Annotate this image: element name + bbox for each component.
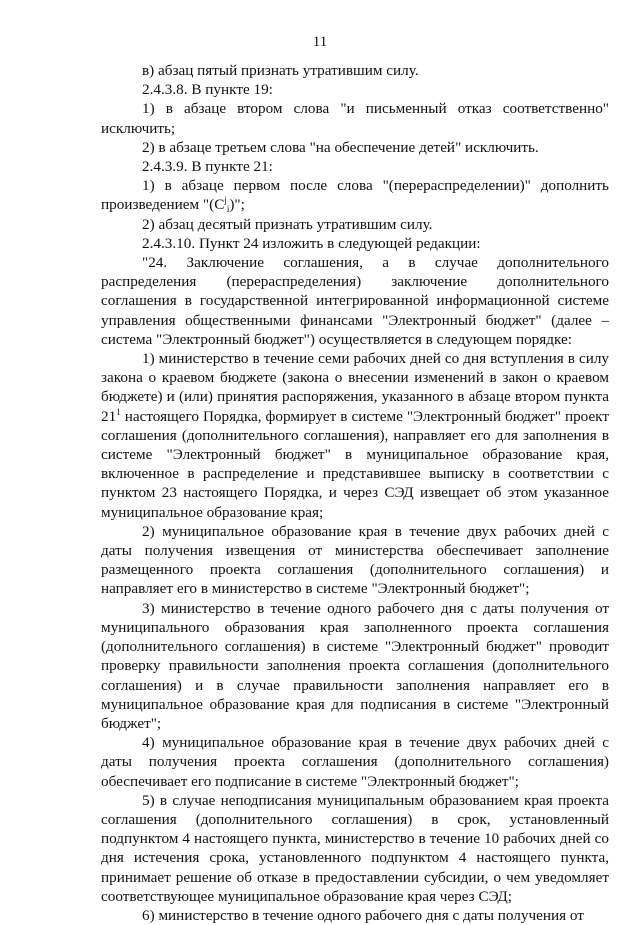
paragraph: 2.4.3.9. В пункте 21: xyxy=(142,158,273,176)
paragraph xyxy=(101,349,609,522)
paragraph: 4) муниципальное образование края в течение двух рабочих дней с даты получения проекта соглашения (дополнительного соглашения) обеспечивает его подписание в системе "Электронный бюджет"; xyxy=(101,734,609,790)
paragraph: 1) в абзаце втором слова "и письменный отказ соответственно" исключить; xyxy=(101,100,609,137)
text-run: настоящего Порядка, формирует в системе "Электронный бюджет" проект соглашения (дополнительного соглашения), направляет его для заполнения в системе "Электронный бюджет" в муниципальное образование края, включенное в распределение и представившее выписку в соответствии с пунктом 23 настоящего Порядка, и через СЭД извещает об этом указанное муниципальное образование края; xyxy=(101,407,609,521)
paragraph: 2.4.3.10. Пункт 24 изложить в следующей редакции: xyxy=(142,234,481,252)
paragraph: 2) в абзаце третьем слова "на обеспечение детей" исключить. xyxy=(142,138,539,156)
paragraph: "24. Заключение соглашения, а в случае дополнительного распределения (перераспределения) заключение дополнительного соглашения в государственной интегрированной информационной системе управления общественными финансами "Электронный бюджет" (далее – система "Электронный бюджет") осуществляется в следующем порядке: xyxy=(101,254,609,348)
document-body xyxy=(101,61,609,925)
paragraph: 3) министерство в течение одного рабочего дня с даты получения от муниципального образования края заполненного проекта соглашения (дополнительного соглашения) в системе "Электронный бюджет" проводит проверку правильности заполнения проекта соглашения (дополнительного соглашения) и в случае правильности заполнения направляет его в муниципальное образование края для подписания в системе "Электронный бюджет"; xyxy=(101,599,609,732)
superscript: 1 xyxy=(116,406,121,417)
superscript: j xyxy=(224,195,227,206)
text-run: )"; xyxy=(229,196,245,214)
text-run: 1) министерство в течение семи рабочих дней со дня вступления в силу закона о краевом бюджете (закона о внесении изменений в закон о краевом бюджете) и (или) принятия распоряжения, указанного в абзаце втором пункта 21 xyxy=(101,350,609,425)
subscript: i xyxy=(226,204,230,215)
paragraph xyxy=(101,176,609,214)
paragraph: 2) муниципальное образование края в течение двух рабочих дней с даты получения извещения от министерства обеспечивает заполнение размещенного проекта соглашения (дополнительного соглашения) и направляет его в министерство в системе "Электронный бюджет"; xyxy=(101,522,609,598)
paragraph: 2.4.3.8. В пункте 19: xyxy=(142,81,273,99)
page-number: 11 xyxy=(312,34,328,50)
text-run: 1) в абзаце первом после слова "(перераспределении)" дополнить произведением "(C xyxy=(101,177,609,214)
paragraph: 6) министерство в течение одного рабочего дня с даты получения от xyxy=(142,906,584,924)
paragraph: 2) абзац десятый признать утратившим силу. xyxy=(142,215,433,233)
paragraph: 5) в случае неподписания муниципальным образованием края проекта соглашения (дополнительного соглашения) в срок, установленный подпунктом 4 настоящего пункта, министерство в течение 10 рабочих дней со дня истечения срока, установленного подпунктом 4 настоящего пункта, принимает решение об отказе в предоставлении субсидии, о чем уведомляет соответствующее муниципальное образование края через СЭД; xyxy=(101,791,609,905)
paragraph: в) абзац пятый признать утратившим силу. xyxy=(142,62,419,79)
